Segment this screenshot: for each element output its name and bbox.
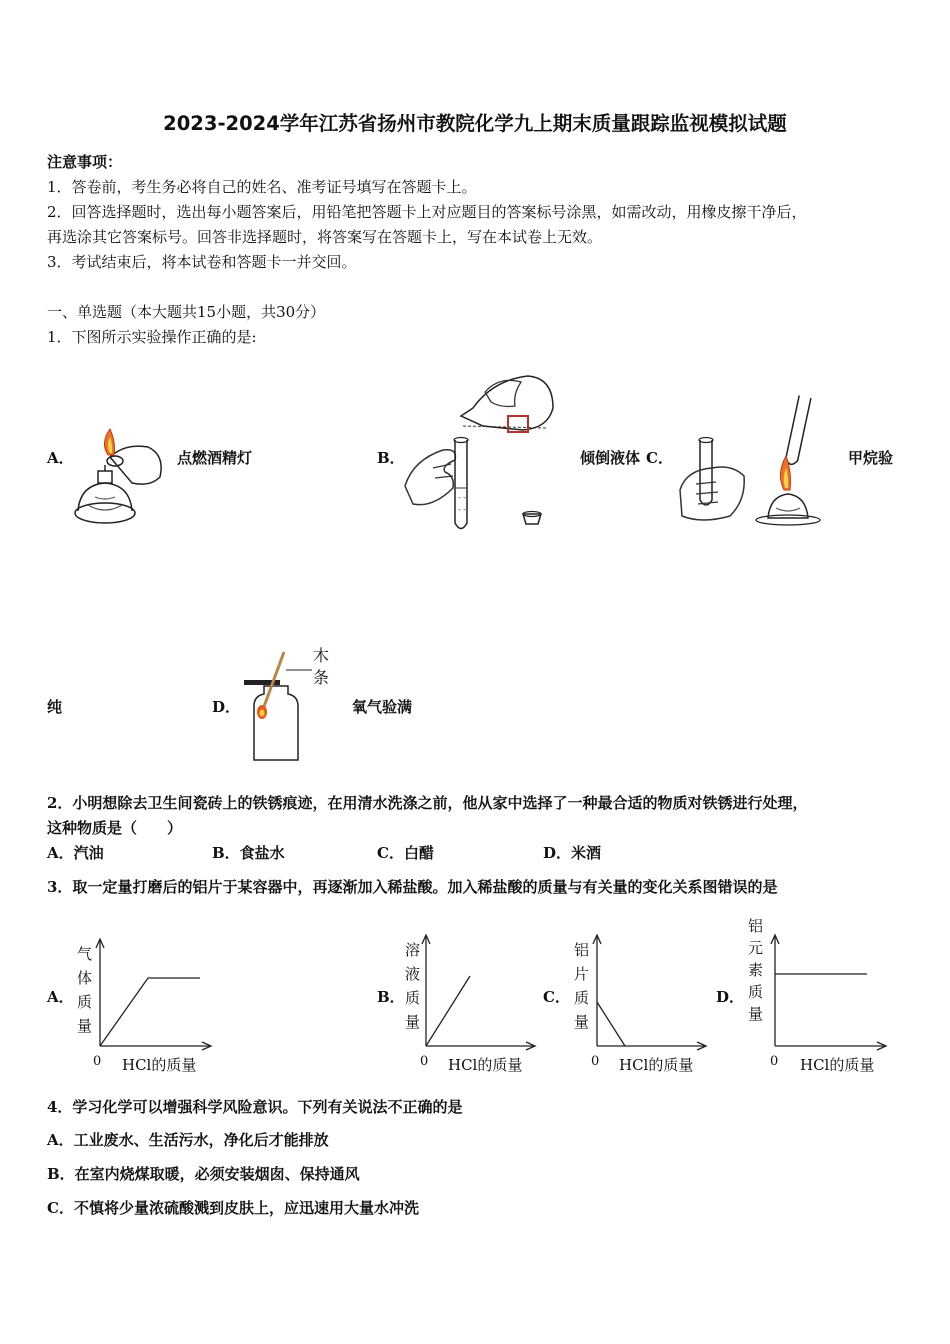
option: A．工业废水、生活污水，净化后才能排放 [47,1131,329,1149]
origin-label: 0 [93,1054,102,1069]
notice-item: 2．回答选择题时，选出每小题答案后，用铅笔把答题卡上对应题目的答案标号涂黑，如需改动，用橡皮擦干净后， [47,203,807,221]
option-letter: B． [377,988,405,1006]
y-axis-label: 量 [574,1013,590,1031]
option-letter: A． [47,988,74,1006]
question-stem: 3．取一定量打磨后的铝片于某容器中，再逐渐加入稀盐酸。加入稀盐酸的质量与有关量的变化关系图错误的是 [47,878,778,896]
option-label: 倾倒液体 [580,449,641,467]
graph-c-axes [571,934,711,1064]
option: C．不慎将少量浓硫酸溅到皮肤上，应迅速用大量水冲洗 [47,1199,419,1217]
option-letter: C． [646,449,673,467]
y-axis-label: 质 [574,989,590,1007]
question-stem: 4．学习化学可以增强科学风险意识。下列有关说法不正确的是 [47,1098,463,1116]
y-axis-label: 元 [748,939,764,957]
x-axis-label: HCl的质量 [122,1056,197,1074]
x-axis-label: HCl的质量 [800,1056,875,1074]
option: B．食盐水 [212,844,285,862]
option-letter: D． [212,698,241,716]
y-axis-label: 体 [77,969,93,987]
y-axis-label: 素 [748,961,764,979]
figure-label: 条 [313,668,330,687]
notice-item: 3．考试结束后，将本试卷和答题卡一并交回。 [47,253,357,271]
graph-line [100,978,200,1046]
y-axis-label: 铝 [574,941,590,959]
page-title: 2023-2024学年江苏省扬州市教院化学九上期末质量跟踪监视模拟试题 [163,112,787,135]
origin-label: 0 [420,1054,429,1069]
option-letter: C． [543,988,570,1006]
y-axis-label: 液 [405,965,421,983]
y-axis-label: 气 [77,945,93,963]
option: C．白醋 [377,844,434,862]
option-letter: A． [47,449,74,467]
graph-line [597,1002,625,1046]
option: B．在室内烧煤取暖，必须安装烟囱、保持通风 [47,1165,360,1183]
figure-label: 木 [313,646,330,665]
y-axis-label: 量 [748,1005,764,1023]
graph-line [426,976,470,1046]
graph-d-axes [745,914,890,1064]
option: A．汽油 [47,844,104,862]
svg-text:- -: - - [458,493,466,502]
graph-b-axes [402,934,542,1064]
y-axis-label: 量 [405,1013,421,1031]
option-label: 氧气验满 [352,698,413,716]
pouring-liquid-figure [403,368,563,538]
wrapped-text: 纯 [47,698,63,716]
x-axis-label: HCl的质量 [448,1056,523,1074]
question-stem: 1．下图所示实验操作正确的是: [47,328,257,346]
option-label: 点燃酒精灯 [177,449,253,467]
option-letter: D． [716,988,745,1006]
y-axis-label: 铝 [748,917,764,935]
origin-label: 0 [770,1054,779,1069]
y-axis-label: 质 [748,983,764,1001]
svg-text:- -: - - [458,505,466,514]
question-stem: 2．小明想除去卫生间瓷砖上的铁锈痕迹，在用清水洗涤之前，他从家中选择了一种最合适的物质对铁锈进行处理， [47,794,808,812]
notice-item: 再选涂其它答案标号。回答非选择题时，将答案写在答题卡上，写在本试卷上无效。 [47,228,603,246]
question-stem-cont: 这种物质是（ ） [47,819,183,837]
x-axis-label: HCl的质量 [619,1056,694,1074]
y-axis-label: 质 [405,989,421,1007]
section-heading: 一、单选题（本大题共15小题，共30分） [47,303,326,321]
y-axis-label: 溶 [405,941,421,959]
methane-test-figure [672,390,837,530]
alcohol-lamp-lighting-figure [70,425,170,530]
option: D．米酒 [543,844,602,862]
notice-heading: 注意事项： [47,153,123,171]
option-letter: B． [377,449,405,467]
option-label: 甲烷验 [848,449,894,467]
y-axis-label: 片 [574,965,590,983]
y-axis-label: 量 [77,1017,93,1035]
graph-a-axes [74,938,214,1068]
notice-item: 1．答卷前，考生务必将自己的姓名、准考证号填写在答题卡上。 [47,178,477,196]
y-axis-label: 质 [77,993,93,1011]
origin-label: 0 [591,1054,600,1069]
